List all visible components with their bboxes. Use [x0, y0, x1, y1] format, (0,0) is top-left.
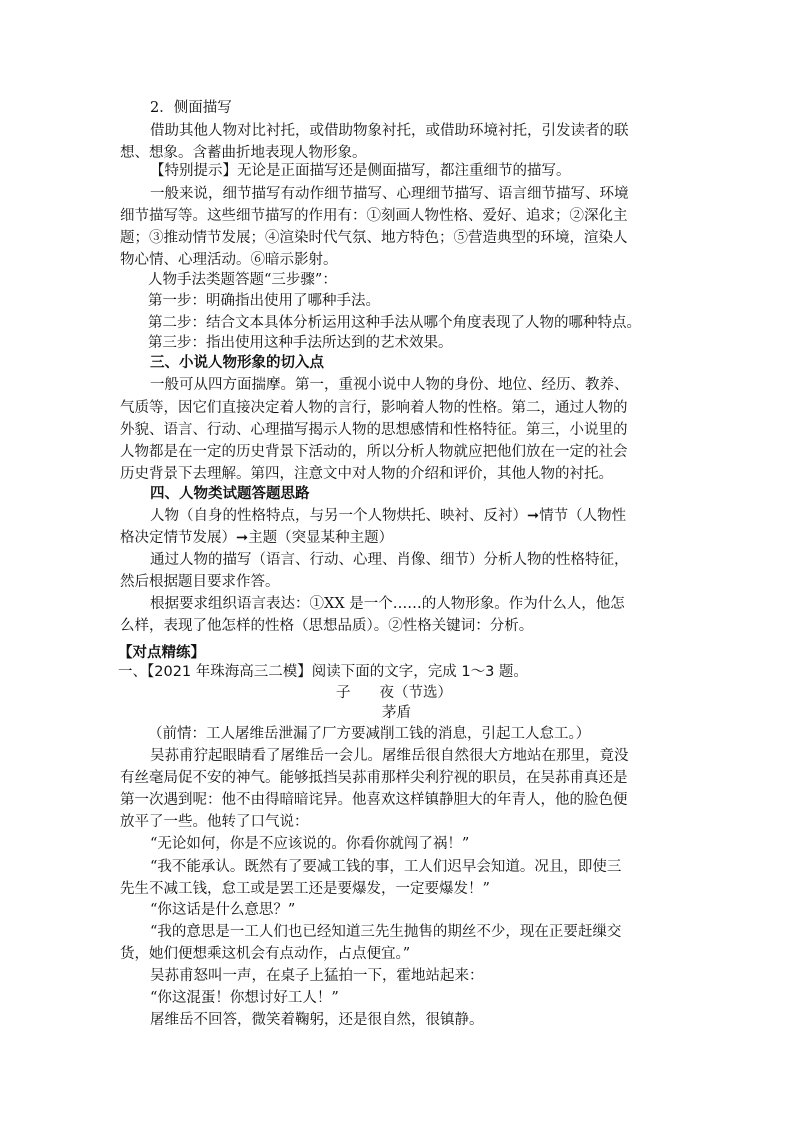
paragraph-line: 人物都是在一定的历史背景下活动的，所以分析人物就应把他们放在一定的社会: [120, 444, 628, 460]
story-preface: （前情：工人屠维岳泄漏了厂方要减削工钱的消息，引起工人怠工。）: [148, 726, 591, 742]
section-heading-answer-approach: 四、人物类试题答题思路: [150, 485, 310, 502]
step-1: 第一步：明确指出使用了哪种手法。: [148, 293, 380, 309]
story-dialogue: 先生不减工钱，怠工或是罢工还是要爆发，一定要爆发！”: [120, 881, 490, 897]
story-dialogue: “你这话是什么意思？”: [150, 902, 296, 918]
story-line: 放平了一些。他转了口气说：: [120, 814, 309, 830]
story-dialogue: 货，她们便想乘这机会有点动作，占点便宜。”: [120, 946, 411, 962]
section-heading-side-description: 2．侧面描写: [150, 100, 232, 116]
story-line: 吴荪甫怒叫一声，在桌子上猛拍一下，霍地站起来：: [150, 968, 484, 984]
paragraph-line: 题；③推动情节发展；④渲染时代气氛、地方特色；⑤营造典型的环境，渲染人: [120, 230, 628, 246]
paragraph-line: 历史背景下去理解。第四，注意文中对人物的介绍和评价，其他人物的衬托。: [120, 466, 613, 482]
section-heading-character-entry: 三、小说人物形象的切入点: [150, 354, 324, 371]
paragraph-line: 一般来说，细节描写有动作细节描写、心理细节描写、语言细节描写、环境: [150, 186, 629, 202]
story-dialogue: “我的意思是一工人们也已经知道三先生抛售的期丝不少，现在正要赶缫交: [150, 924, 622, 940]
paragraph-line: 细节描写等。这些细节描写的作用有：①刻画人物性格、爱好、追求；②深化主: [120, 208, 628, 224]
story-title: 子 夜（节选）: [336, 685, 452, 701]
paragraph-line: 外貌、语言、行动、心理描写揭示人物的思想感情和性格特征。第三，小说里的: [120, 422, 628, 438]
paragraph-line: 气质等，因它们直接决定着人物的言行，影响着人物的性格。第二，通过人物的: [120, 400, 628, 416]
story-line: 第一次遇到呢：他不由得暗暗诧异。他喜欢这样镇静胆大的年青人，他的脸色便: [120, 792, 628, 808]
paragraph-line: 人物（自身的性格特点，与另一个人物烘托、映衬、反衬）➞情节（人物性: [150, 508, 627, 524]
story-dialogue: “无论如何，你是不应该说的。你看你就闯了祸！”: [150, 836, 470, 852]
story-author: 茅盾: [382, 705, 411, 721]
story-dialogue: “你这混蛋！你想讨好工人！”: [150, 990, 339, 1006]
paragraph-line: 通过人物的描写（语言、行动、心理、肖像、细节）分析人物的性格特征，: [150, 552, 629, 568]
story-line: 屠维岳不回答，微笑着鞠躬，还是很自然，很镇静。: [150, 1012, 484, 1028]
story-line: 吴荪甫狞起眼睛看了屠维岳一会儿。屠维岳很自然很大方地站在那里，竟没: [150, 748, 629, 764]
paragraph-line: 然后根据题目要求作答。: [120, 574, 280, 590]
practice-heading: 【对点精练】: [118, 645, 205, 661]
paragraph-line: 根据要求组织语言表达：①XX 是一个……的人物形象。作为什么人，他怎: [150, 596, 625, 612]
paragraph-line: 想、想象。含蓄曲折地表现人物形象。: [120, 145, 367, 161]
special-tip: 【特别提示】无论是正面描写还是侧面描写，都注重细节的描写。: [150, 163, 571, 179]
step-3: 第三步：指出使用这种手法所达到的艺术效果。: [148, 335, 453, 351]
three-steps-title: 人物手法类题答题“三步骤”：: [148, 272, 337, 288]
paragraph-line: 借助其他人物对比衬托，或借助物象衬托，或借助环境衬托，引发读者的联: [150, 123, 629, 139]
paragraph-line: 格决定情节发展）➞主题（突显某种主题）: [120, 530, 394, 546]
story-dialogue: “我不能承认。既然有了要减工钱的事，工人们迟早会知道。况且，即使三: [150, 859, 622, 875]
paragraph-line: 一般可从四方面揣摩。第一，重视小说中人物的身份、地位、经历、教养、: [150, 377, 629, 393]
paragraph-line: 物心情、心理活动。⑥暗示影射。: [120, 252, 338, 268]
practice-question: 一、【2021 年珠海高三二模】阅读下面的文字，完成 1～3 题。: [118, 664, 528, 680]
paragraph-line: 么样，表现了他怎样的性格（思想品质）。②性格关键词：分析。: [120, 618, 534, 634]
step-2: 第二步：结合文本具体分析运用这种手法从哪个角度表现了人物的哪种特点。: [148, 315, 641, 331]
story-line: 有丝毫局促不安的神气。能够抵挡吴荪甫那样尖利狞视的职员，在吴荪甫真还是: [120, 770, 628, 786]
